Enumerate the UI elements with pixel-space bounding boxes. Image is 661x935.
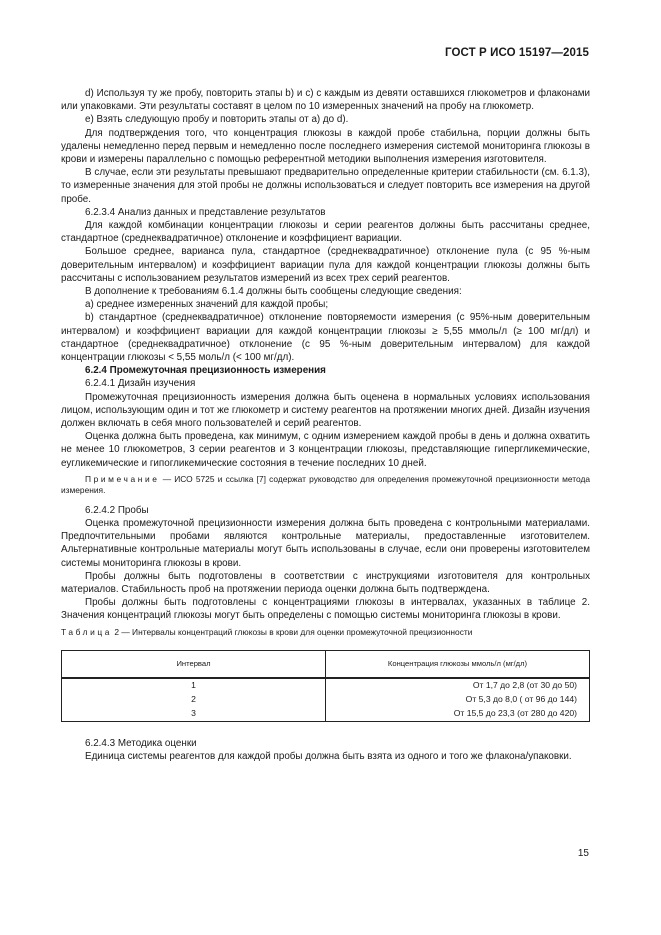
note-iso-5725	[61, 474, 590, 497]
paragraph-pooled-stats: Большое среднее, варианса пула, стандартное (среднеквадратичное) отклонение пула (с 95 %-ным доверительным интервалом) и коэффициент вариации пула для каждой концентрации глюкозы должны быть рассчитаны с использованием результатов измерений из всех трех серий реагентов.	[61, 246, 590, 284]
paragraph-evaluation-minimum: Оценка должна быть проведена, как минимум, с одним измерением каждой пробы в день и должна охватить не менее 10 глюкометров, 3 серии реагентов и 3 концентрации глюкозы, представляющие гипергликемические, еугликемические и гипогликемические состояния в течение последних 10 дней.	[61, 431, 590, 469]
table-row	[62, 693, 590, 707]
paragraph-intermediate-precision: Промежуточная прецизионность измерения должна быть оценена в нормальных условиях использования лицом, использующим один и тот же глюкометр и систему реагентов на протяжении многих дней. Дизайн изучения должен включать в себя много пользователей и серий реагентов.	[61, 391, 590, 430]
standard-header: ГОСТ Р ИСО 15197—2015	[444, 47, 589, 59]
column-header-concentration: Концентрация глюкозы ммоль/л (мг/дл)	[326, 650, 590, 678]
document-body	[61, 87, 590, 763]
subsection-heading-6-2-3-4: 6.2.3.4 Анализ данных и представление результатов	[85, 206, 326, 218]
section-paragraphs	[61, 87, 590, 623]
list-item-a: a) среднее измеренных значений для каждой пробы;	[85, 299, 329, 311]
table-row	[62, 678, 590, 693]
paragraph-calc-mean: Для каждой комбинации концентрации глюкозы и серии реагентов должны быть рассчитаны среднее, стандартное (среднеквадратичное) отклонение и коэффициент вариации.	[61, 220, 590, 245]
subsection-heading-6-2-4-1: 6.2.4.1 Дизайн изучения	[85, 378, 196, 390]
table-cell-concentration: От 5,3 до 8,0 ( от 96 до 144)	[326, 693, 590, 707]
table-row	[62, 707, 590, 722]
paragraph-step-d: d) Используя ту же пробу, повторить этапы b) и c) с каждым из девяти оставшихся глюкометров и флаконами или упаковками. Эти результаты составят в целом по 10 измеренных значений на пробу на глюкометр.	[61, 88, 590, 113]
paragraph-step-e: e) Взять следующую пробу и повторить этапы от a) до d).	[85, 114, 349, 126]
subsection-heading-6-2-4-3: 6.2.4.3 Методика оценки	[85, 737, 197, 749]
paragraph-reagent-unit: Единица системы реагентов для каждой пробы должна быть взята из одного и того же флакона/упаковки.	[85, 751, 572, 763]
table-cell-concentration: От 1,7 до 2,8 (от 30 до 50)	[326, 678, 590, 693]
subsection-heading-6-2-4-2: 6.2.4.2 Пробы	[85, 504, 149, 516]
table-caption-label: Таблица	[61, 626, 113, 637]
table-cell-interval: 2	[62, 693, 326, 707]
table-cell-interval: 1	[62, 678, 326, 693]
paragraph-exceed-criteria: В случае, если эти результаты превышают предварительно определенные критерии стабильности (см. 6.1.3), то измеренные значения для этой пробы не должны использоваться и следует повторить все измерения на другой пробе.	[61, 167, 590, 205]
page-number: 15	[577, 848, 589, 859]
section-after-table	[61, 737, 590, 763]
paragraph-concentration-intervals: Пробы должны быть подготовлены с концентрациями глюкозы в интервалах, указанных в таблице 2. Значения концентраций глюкозы могут быть определены с помощью системы мониторинга глюкозы в крови.	[61, 597, 590, 622]
paragraph-control-materials: Оценка промежуточной прецизионности измерения должна быть проведена с контрольными материалами. Предпочтительными пробами являются контрольные материалы, предоставленные изготовителем. Альтернативные контрольные материалы могут быть использованы в случае, если они проверены изготовителем системы мониторинга глюкозы в крови.	[61, 517, 590, 569]
paragraph-report-info: В дополнение к требованиям 6.1.4 должны быть сообщены следующие сведения:	[85, 286, 462, 298]
paragraph-sample-preparation: Пробы должны быть подготовлены в соответствии с инструкциями изготовителя для контрольных материалов. Стабильность проб на протяжении периода оценки должна быть подтверждена.	[61, 570, 590, 595]
paragraph-stability: Для подтверждения того, что концентрация глюкозы в каждой пробе стабильна, порции должны быть удалены немедленно перед первым и немедленно после последнего измерения системой мониторинга глюкозы в крови и измерены параллельно с помощью референтной методики выполнения измерения изготовителя.	[61, 127, 590, 166]
section-heading-6-2-4: 6.2.4 Промежуточная прецизионность измерения	[85, 365, 326, 377]
list-item-b: b) стандартное (среднеквадратичное) отклонение повторяемости измерения (с 95%-ным доверительным интервалом) и коэффициент вариации для каждой концентрации глюкозы ≥ 5,55 ммоль/л (≥ 100 мг/дл) и стандартное (среднеквадратичное) отклонение (с 95 %-ным доверительным интервалом) для каждой концентрации глюкозы < 5,55 моль/л (< 100 мг/дл).	[61, 312, 590, 364]
table-cell-interval: 3	[62, 707, 326, 722]
table-caption	[61, 627, 590, 638]
table-cell-concentration: От 15,5 до 23,3 (от 280 до 420)	[326, 707, 590, 722]
column-header-interval: Интервал	[62, 650, 326, 678]
table-header-row	[62, 650, 590, 678]
note-text: — ИСО 5725 и ссылка [7] содержат руководство для определения промежуточной прецизионности метода измерения.	[61, 473, 590, 496]
table-caption-text: 2 — Интервалы концентраций глюкозы в крови для оценки промежуточной прецизионности	[112, 626, 473, 637]
glucose-intervals-table	[61, 650, 590, 722]
note-label: Примечание	[85, 473, 160, 484]
